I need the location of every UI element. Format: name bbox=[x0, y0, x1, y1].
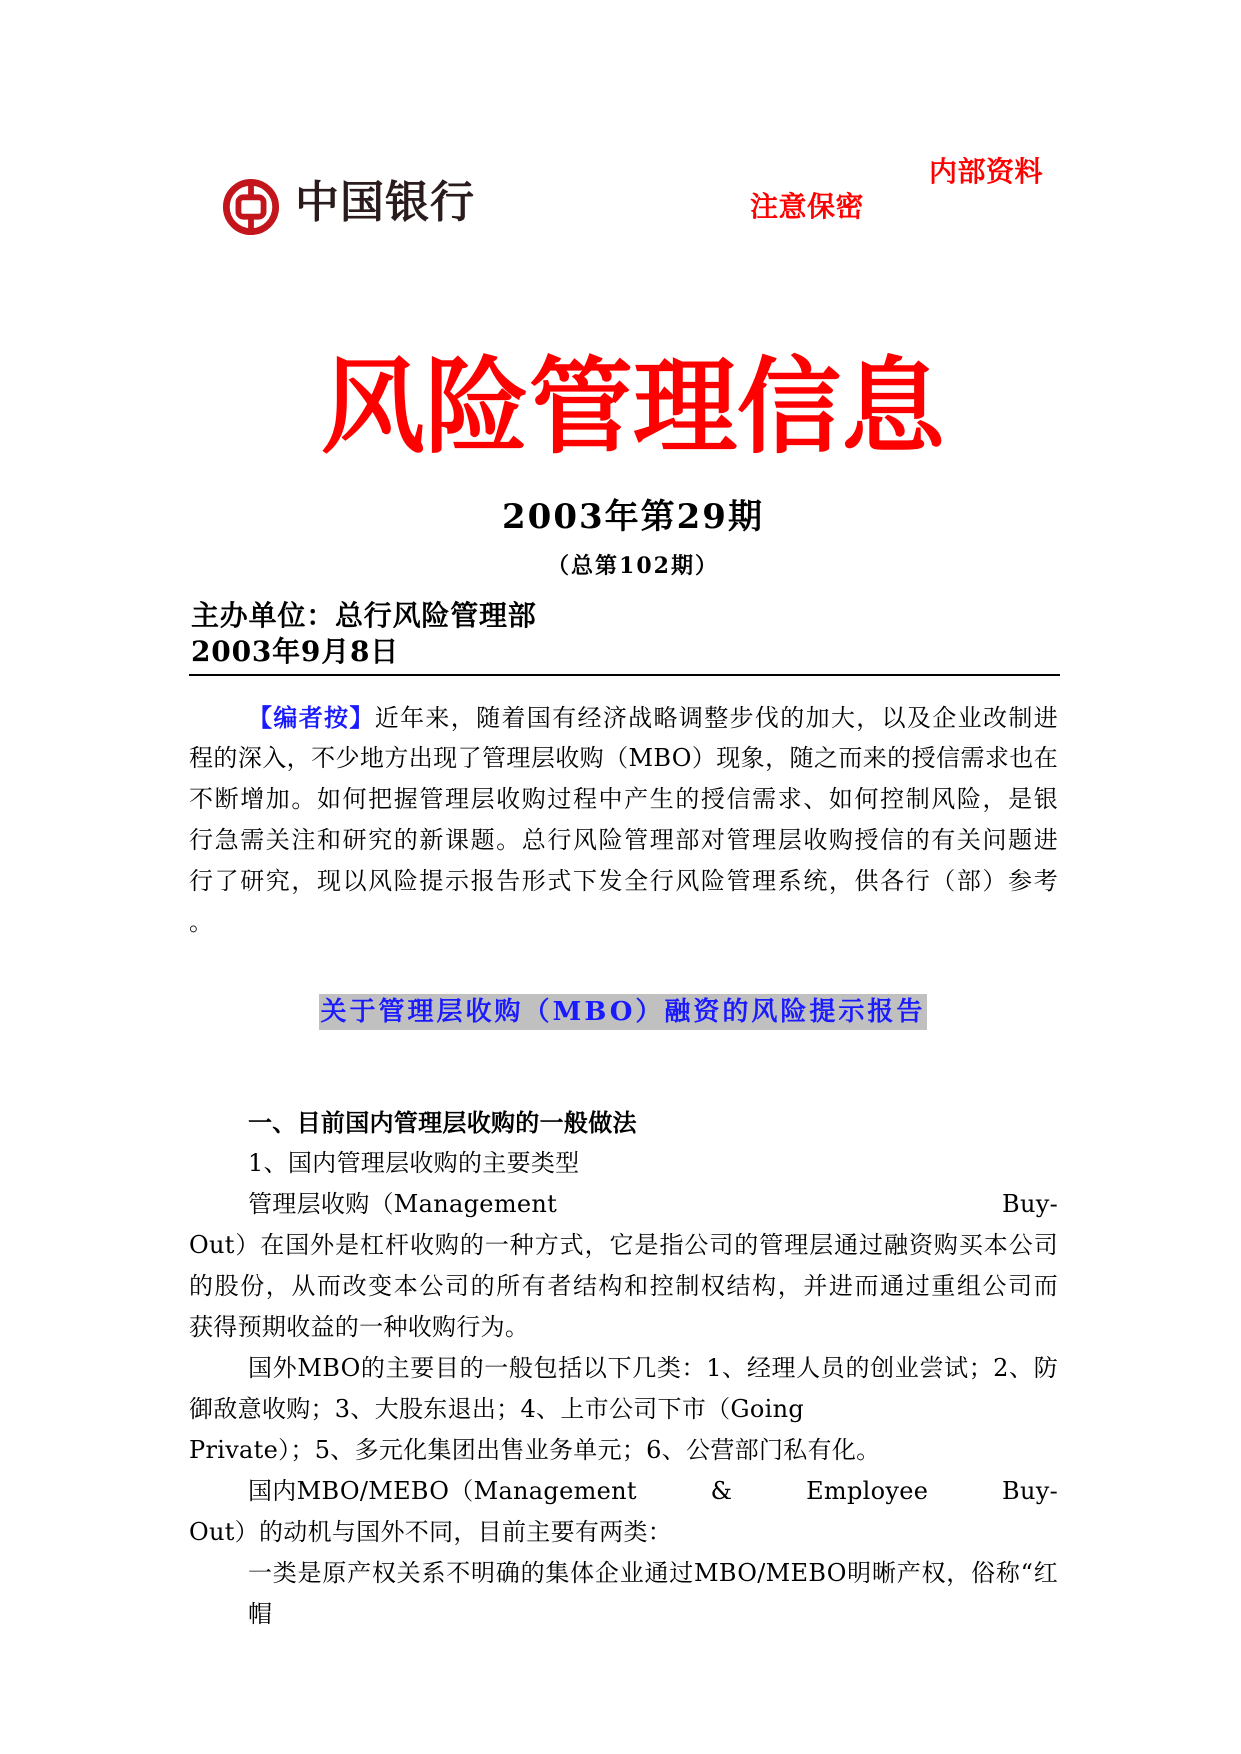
paragraph-line: Out）在国外是杠杆收购的一种方式，它是指公司的管理层通过融资购买本公司 bbox=[189, 1231, 1058, 1259]
paragraph-line: 一类是原产权关系不明确的集体企业通过MBO/MEBO明晰产权，俗称“红帽 bbox=[248, 1559, 1058, 1628]
editor-note-line: 程的深入，不少地方出现了管理层收购（MBO）现象，随之而来的授信需求也在 bbox=[189, 744, 1058, 772]
paragraph-line bbox=[189, 1471, 1058, 1512]
bank-emblem-icon bbox=[222, 178, 280, 236]
publication-date: 2003年9月8日 bbox=[191, 635, 400, 668]
section-heading: 一、目前国内管理层收购的一般做法 bbox=[248, 1108, 637, 1137]
line-segment: Buy- bbox=[1002, 1190, 1058, 1218]
editor-note-label: 【编者按】 bbox=[248, 703, 375, 732]
editor-note-text: 近年来，随着国有经济战略调整步伐的加大，以及企业改制进 bbox=[374, 704, 1058, 732]
paragraph-line: Private）；5、多元化集团出售业务单元；6、公营部门私有化。 bbox=[189, 1436, 881, 1464]
issue-number: 2003年第29期 bbox=[502, 497, 764, 537]
paragraph-line: 的股份，从而改变本公司的所有者结构和控制权结构，并进而通过重组公司而 bbox=[189, 1272, 1058, 1300]
report-title: 关于管理层收购（MBO）融资的风险提示报告 bbox=[319, 994, 928, 1030]
publication-title: 风险管理信息 bbox=[320, 345, 945, 468]
subsection-heading: 1、国内管理层收购的主要类型 bbox=[248, 1149, 580, 1177]
editor-note-line: 行了研究，现以风险提示报告形式下发全行风险管理系统，供各行（部）参考 bbox=[189, 867, 1058, 895]
editor-note-line: 不断增加。如何把握管理层收购过程中产生的授信需求、如何控制风险，是银 bbox=[189, 785, 1058, 813]
line-segment: 国内MBO/MEBO（Management bbox=[248, 1477, 637, 1505]
editor-note bbox=[189, 697, 1058, 943]
report-body bbox=[189, 1102, 1058, 1628]
organizer: 主办单位：总行风险管理部 bbox=[191, 599, 537, 632]
line-segment: Employee bbox=[806, 1477, 929, 1505]
editor-note-line: 。 bbox=[189, 908, 214, 936]
bank-logo bbox=[219, 174, 479, 234]
paragraph-line: 获得预期收益的一种收购行为。 bbox=[189, 1313, 530, 1341]
line-segment: Buy- bbox=[1002, 1477, 1058, 1505]
line-segment: 管理层收购（Management bbox=[248, 1190, 558, 1218]
paragraph-line: Out）的动机与国外不同，目前主要有两类： bbox=[189, 1518, 673, 1546]
paragraph-line: 国外MBO的主要目的一般包括以下几类：1、经理人员的创业尝试；2、防 bbox=[248, 1354, 1058, 1382]
line-segment: & bbox=[710, 1477, 733, 1505]
editor-note-line bbox=[189, 697, 1058, 738]
editor-note-line: 行急需关注和研究的新课题。总行风险管理部对管理层收购授信的有关问题进 bbox=[189, 826, 1058, 854]
header-divider bbox=[189, 674, 1060, 676]
internal-material-notice: 内部资料 bbox=[929, 155, 1044, 188]
report-title-container bbox=[5, 994, 1241, 1030]
paragraph-line bbox=[189, 1184, 1058, 1225]
bank-logo-text: 中国银行 bbox=[295, 177, 475, 228]
confidential-notice: 注意保密 bbox=[750, 190, 865, 223]
total-issue-number: （总第102期） bbox=[547, 553, 719, 579]
paragraph-line: 御敌意收购；3、大股东退出；4、上市公司下市（Going bbox=[189, 1395, 805, 1423]
